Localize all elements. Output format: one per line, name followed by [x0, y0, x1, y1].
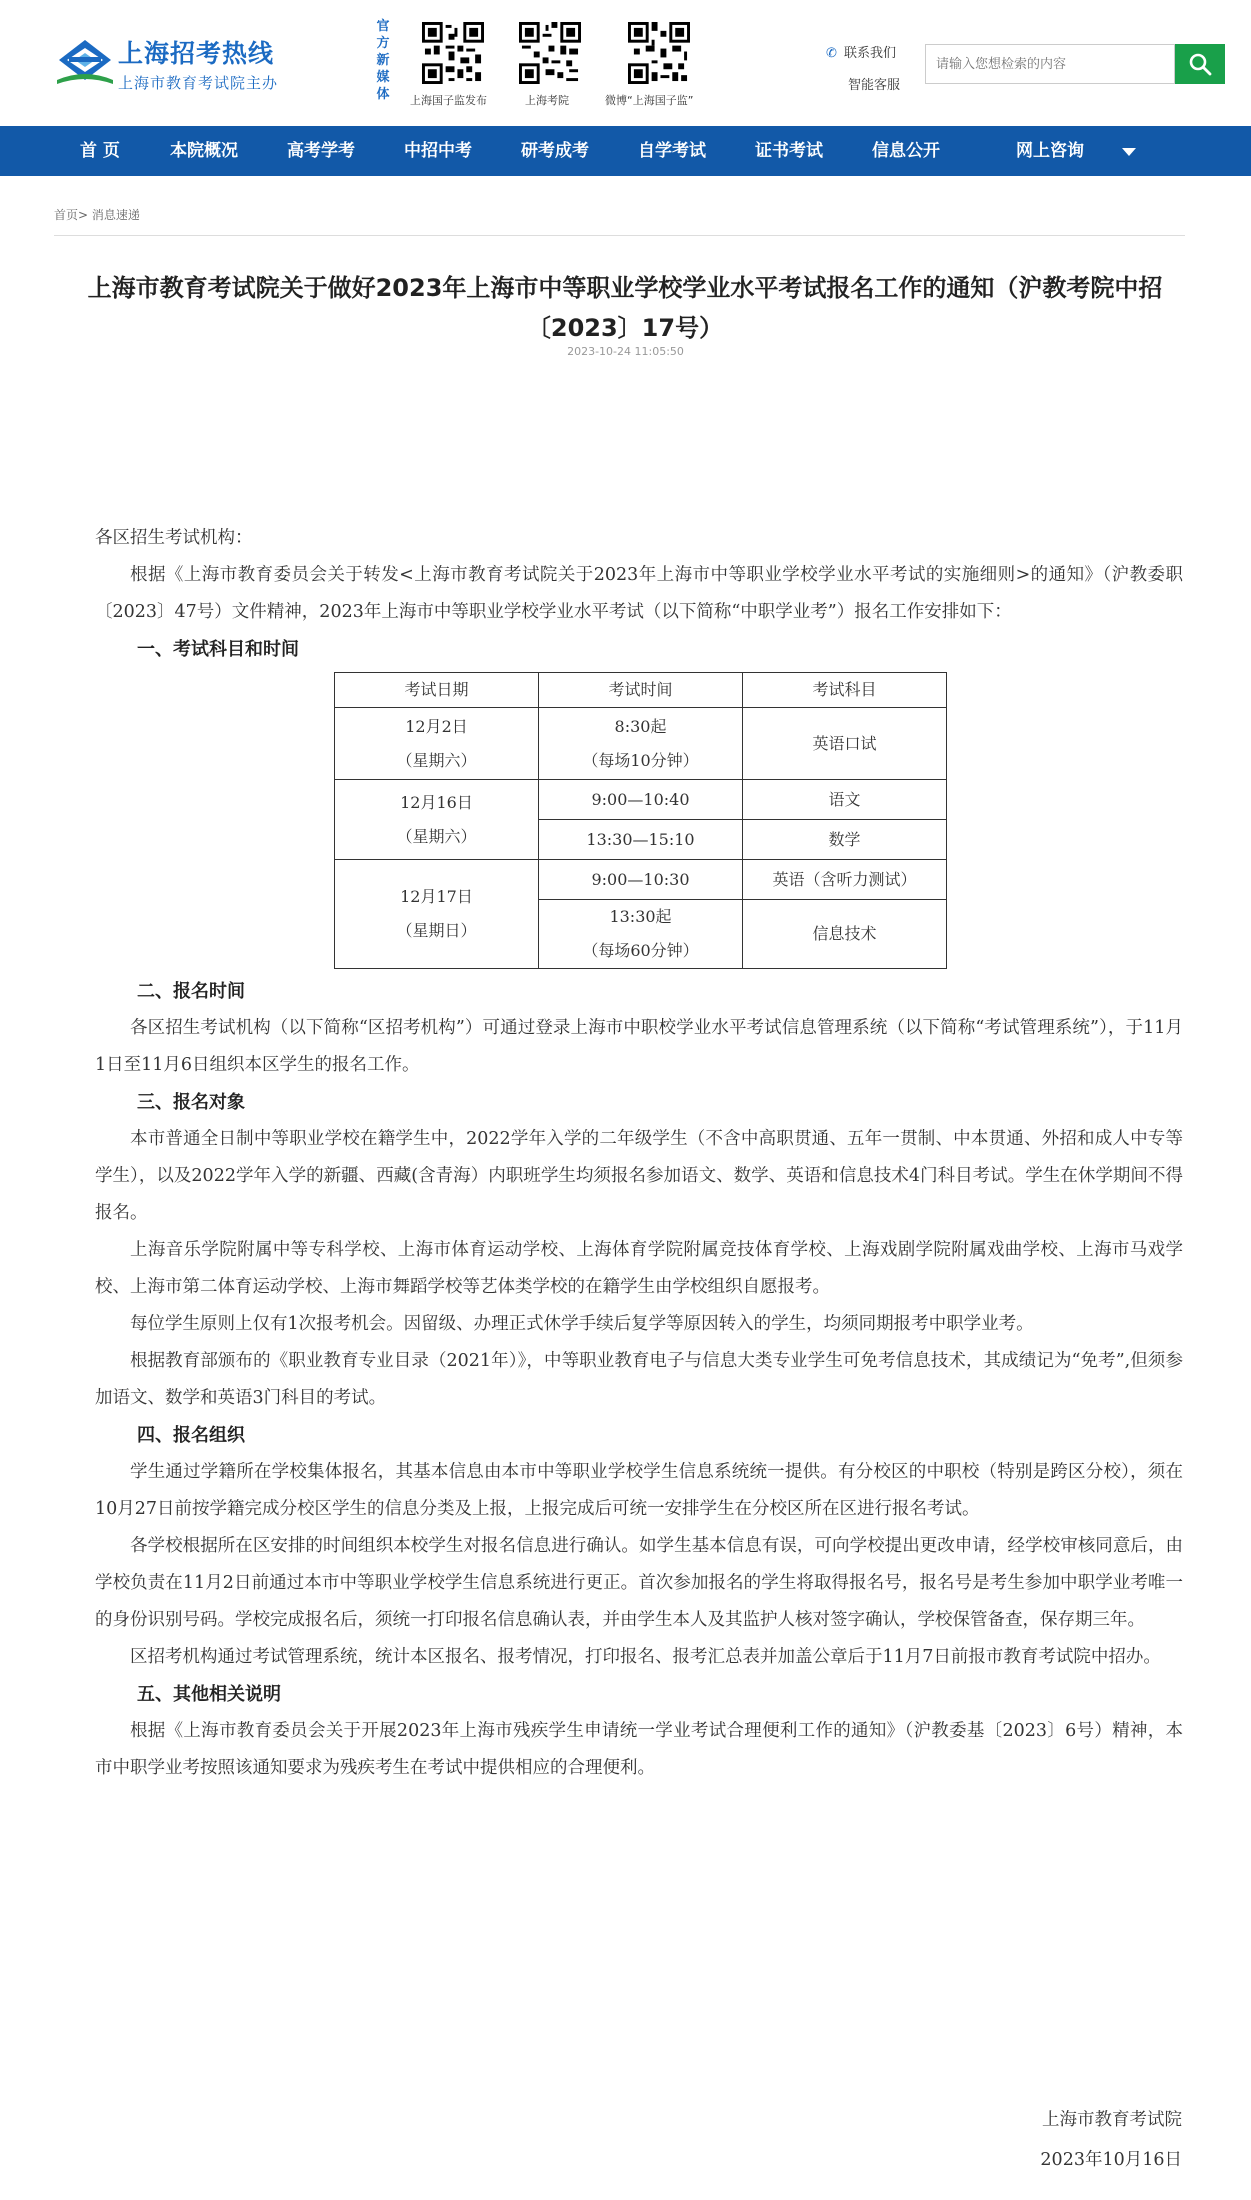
- official-media-label: 官方新媒体: [376, 19, 390, 102]
- article-body: [95, 520, 1183, 1787]
- qr-code-icon: [628, 22, 690, 84]
- breadcrumb: [54, 206, 140, 223]
- phone-icon: ✆: [826, 46, 837, 61]
- nav-item-about[interactable]: 本院概况: [170, 141, 238, 161]
- smart-service-link[interactable]: 智能客服: [848, 78, 901, 93]
- table-header: 考试日期: [335, 673, 539, 708]
- qr-caption: 微博“上海国子监”: [605, 94, 694, 107]
- table-cell: 语文: [743, 780, 947, 820]
- table-header-row: [335, 673, 947, 708]
- paragraph: 本市普通全日制中等职业学校在籍学生中，2022学年入学的二年级学生（不含中高职贯通、五年一贯制、中本贯通、外招和成人中专等学生），以及2022学年入学的新疆、西藏(含青海）内职班学生均须报名参加语文、数学、英语和信息技术4门科目考试。学生在休学期间不得报名。: [95, 1129, 1183, 1223]
- table-cell: 数学: [743, 820, 947, 860]
- search-button[interactable]: [1175, 44, 1225, 84]
- paragraph: 学生通过学籍所在学校集体报名，其基本信息由本市中等职业学校学生信息系统统一提供。有分校区的中职校（特别是跨区分校），须在10月27日前按学籍完成分校区学生的信息分类及上报，上报完成后可统一安排学生在分校区所在区进行报名考试。: [95, 1462, 1183, 1519]
- nav-item-gaokao[interactable]: 高考学考: [287, 141, 355, 161]
- nav-item-zhongzhao[interactable]: 中招中考: [404, 141, 472, 161]
- qr-code-icon: [519, 22, 581, 84]
- section-heading: 一、考试科目和时间: [137, 639, 299, 660]
- paragraph: 每位学生原则上仅有1次报考机会。因留级、办理正式休学手续后复学等原因转入的学生，均须同期报考中职学业考。: [130, 1314, 1034, 1334]
- section-heading: 五、其他相关说明: [137, 1684, 281, 1705]
- search-input[interactable]: [925, 44, 1175, 84]
- title-line: 上海市教育考试院关于做好2023年上海市中等职业学校学业水平考试报名工作的通知（沪教考院中招: [87, 274, 1163, 302]
- exam-weekday: （星期日）: [396, 921, 477, 940]
- nav-item-consult[interactable]: 网上咨询: [1016, 141, 1084, 161]
- site-subtitle: 上海市教育考试院主办: [118, 74, 279, 92]
- page-title: [70, 268, 1180, 348]
- paragraph: 各区招生考试机构（以下简称“区招考机构”）可通过登录上海市中职校学业水平考试信息管理系统（以下简称“考试管理系统”），于11月1日至11月6日组织本区学生的报名工作。: [95, 1018, 1183, 1075]
- exam-date: 12月2日: [405, 716, 468, 736]
- exam-date: 12月16日: [400, 792, 473, 812]
- exam-time-note: （每场60分钟）: [582, 941, 699, 960]
- salutation: 各区招生考试机构：: [95, 528, 253, 548]
- table-cell: 英语口试: [743, 708, 947, 780]
- qr-caption: 上海考院: [525, 94, 569, 107]
- nav-item-self-study[interactable]: 自学考试: [638, 141, 706, 161]
- exam-weekday: （星期六）: [396, 750, 477, 770]
- table-cell: [539, 900, 743, 969]
- table-cell: [335, 780, 539, 860]
- nav-item-home[interactable]: 首 页: [80, 141, 120, 161]
- breadcrumb-home[interactable]: 首页>: [54, 208, 89, 222]
- paragraph: 根据《上海市教育委员会关于转发<上海市教育考试院关于2023年上海市中等职业学校学业水平考试的实施细则>的通知》（沪教委职〔2023〕47号）文件精神，2023年上海市中等职业学校学业水平考试（以下简称“中职学业考”）报名工作安排如下：: [95, 565, 1183, 622]
- qr-code-icon: [422, 22, 484, 84]
- nav-item-yankao[interactable]: 研考成考: [521, 141, 589, 161]
- table-cell: 9:00—10:30: [539, 860, 743, 900]
- signature-org: 上海市教育考试院: [1042, 2110, 1182, 2130]
- divider: [54, 235, 1185, 236]
- contact-us-link[interactable]: [826, 42, 896, 61]
- exam-schedule-table: [334, 672, 947, 969]
- paragraph: 根据《上海市教育委员会关于开展2023年上海市残疾学生申请统一学业考试合理便利工作的通知》（沪教委基〔2023〕6号）精神，本市中职学业考按照该通知要求为残疾考生在考试中提供相应的合理便利。: [95, 1721, 1183, 1778]
- table-cell: [335, 708, 539, 780]
- title-line: 〔2023〕17号）: [526, 314, 724, 342]
- paragraph: 区招考机构通过考试管理系统，统计本区报名、报考情况，打印报名、报考汇总表并加盖公章后于11月7日前报市教育考试院中招办。: [130, 1647, 1161, 1667]
- breadcrumb-current[interactable]: 消息速递: [91, 208, 140, 222]
- table-cell: 13:30—15:10: [539, 820, 743, 860]
- exam-time: 8:30起: [614, 716, 667, 736]
- nav-item-info-public[interactable]: 信息公开: [872, 141, 940, 161]
- contact-us-label: 联系我们: [844, 46, 897, 61]
- section-heading: 四、报名组织: [137, 1425, 245, 1446]
- paragraph: 上海音乐学院附属中等专科学校、上海市体育运动学校、上海体育学院附属竞技体育学校、上海戏剧学院附属戏曲学校、上海市马戏学校、上海市第二体育运动学校、上海市舞蹈学校等艺体类学校的在籍学生由学校组织自愿报考。: [95, 1240, 1183, 1297]
- table-cell: 英语（含听力测试）: [743, 860, 947, 900]
- section-heading: 三、报名对象: [137, 1092, 245, 1113]
- nav-dropdown-caret-icon[interactable]: [1122, 148, 1136, 156]
- search-icon: [1188, 52, 1212, 76]
- paragraph: 各学校根据所在区安排的时间组织本校学生对报名信息进行确认。如学生基本信息有误，可向学校提出更改申请，经学校审核同意后，由学校负责在11月2日前通过本市中等职业学校学生信息系统进行更正。首次参加报名的学生将取得报名号，报名号是考生参加中职学业考唯一的身份识别号码。学校完成报名后，须统一打印报名信息确认表，并由学生本人及其监护人核对签字确认，学校保管备查，保存期三年。: [95, 1536, 1183, 1630]
- table-cell: 信息技术: [743, 900, 947, 969]
- site-header: [0, 0, 1251, 126]
- section-heading: 二、报名时间: [137, 981, 245, 1002]
- paragraph: 根据教育部颁布的《职业教育专业目录（2021年）》，中等职业教育电子与信息大类专业学生可免考信息技术，其成绩记为“免考”,但须参加语文、数学和英语3门科目的考试。: [95, 1351, 1183, 1408]
- nav-item-certificate[interactable]: 证书考试: [755, 141, 823, 161]
- exam-institute-logo-icon[interactable]: [55, 38, 115, 90]
- table-row: [335, 708, 947, 780]
- qr-caption: 上海国子监发布: [410, 94, 487, 107]
- table-cell: [539, 708, 743, 780]
- site-title[interactable]: 上海招考热线: [118, 39, 275, 68]
- table-header: 考试时间: [539, 673, 743, 708]
- table-cell: [335, 860, 539, 969]
- main-nav: [0, 126, 1251, 176]
- exam-weekday: （星期六）: [396, 826, 477, 846]
- signature-date: 2023年10月16日: [1040, 2150, 1182, 2170]
- signature-block: [960, 2100, 1182, 2180]
- table-header: 考试科目: [743, 673, 947, 708]
- exam-date: 12月17日: [400, 887, 473, 906]
- publish-date: 2023-10-24 11:05:50: [567, 345, 684, 358]
- table-row: [335, 860, 947, 900]
- exam-time: 13:30起: [609, 907, 672, 926]
- table-row: [335, 780, 947, 820]
- exam-time-note: （每场10分钟）: [582, 750, 699, 770]
- table-cell: 9:00—10:40: [539, 780, 743, 820]
